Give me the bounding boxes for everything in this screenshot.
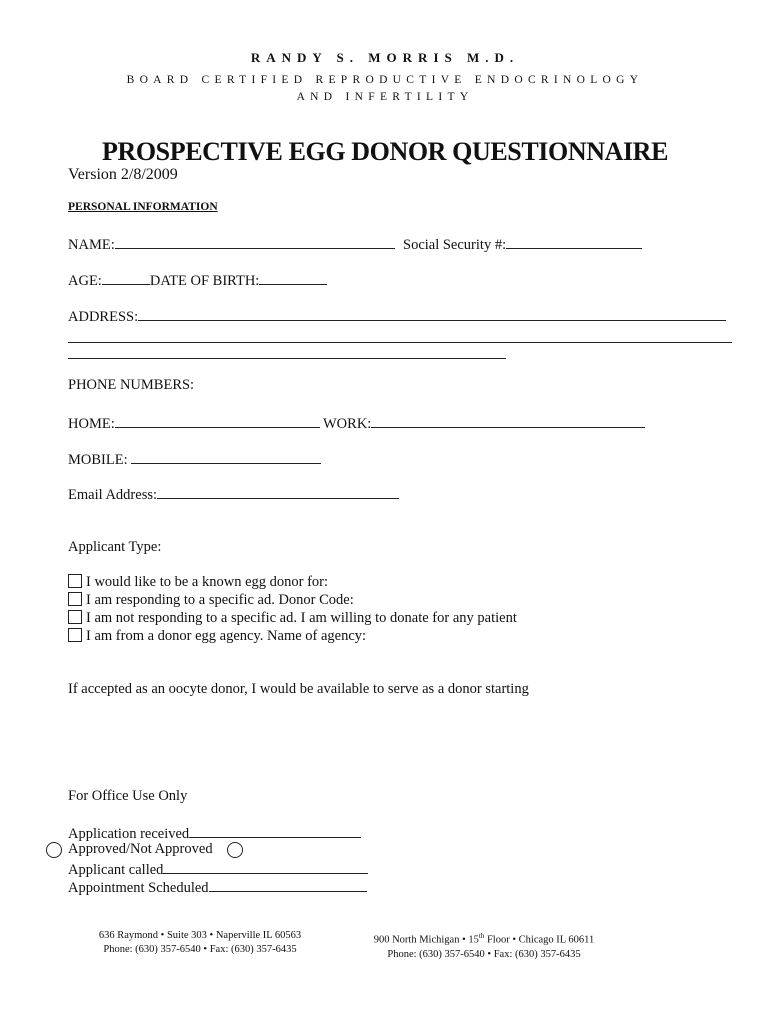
applicant-called-row [68,859,368,879]
agency-text: I am from a donor egg agency. Name of agency: [86,628,367,644]
email-row [68,484,399,504]
applicant-called-label: Applicant called [68,862,164,878]
approved-radio[interactable] [46,842,62,858]
address-label: ADDRESS: [68,309,139,325]
age-label: AGE: [68,273,102,289]
ssn-field[interactable] [506,234,642,249]
address-row [68,306,726,326]
known-donor-checkbox[interactable] [68,574,82,588]
dob-label: DATE OF BIRTH: [149,273,260,289]
email-field[interactable] [157,484,399,499]
any-patient-checkbox[interactable] [68,610,82,624]
application-received-label: Application received [68,826,190,842]
chicago-address-part-1: 900 North Michigan • 15 [373,934,479,946]
doctor-name: RANDY S. MORRIS M.D. [250,50,520,65]
name-field[interactable] [115,234,395,249]
work-label: WORK: [323,416,372,432]
chicago-address-floor-suffix: th [478,932,485,940]
address-field-line-3[interactable] [68,344,506,359]
application-received-row [68,823,361,843]
version-label: Version 2/8/2009 [68,166,178,183]
footer-chicago-office [354,929,614,962]
home-phone-row [68,413,320,433]
applicant-option-any-patient [68,610,517,627]
letterhead-subtitle-2: AND INFERTILITY [296,91,474,103]
ssn-row [403,234,642,254]
name-label: NAME: [68,237,115,253]
letterhead-subtitle-1: BOARD CERTIFIED REPRODUCTIVE ENDOCRINOLOGY [126,74,644,86]
address-field-line-2[interactable] [68,328,732,343]
footer-naperville-office [80,929,320,957]
home-label: HOME: [68,416,115,432]
appointment-scheduled-label: Appointment Scheduled [68,880,209,896]
email-label: Email Address: [68,487,158,503]
availability-statement: If accepted as an oocyte donor, I would be available to serve as a donor starting [68,681,529,697]
applicant-option-known-donor [68,574,328,591]
agency-checkbox[interactable] [68,628,82,642]
application-received-field[interactable] [189,823,361,838]
dob-field[interactable] [259,270,327,285]
applicant-option-specific-ad [68,592,354,609]
age-field[interactable] [102,270,150,285]
appointment-scheduled-row [68,877,367,897]
mobile-label: MOBILE: [68,452,128,468]
mobile-row [68,449,321,469]
section-heading-personal: PERSONAL INFORMATION [68,201,218,213]
mobile-field[interactable] [131,449,321,464]
known-donor-text: I would like to be a known egg donor for: [86,574,329,590]
applicant-type-label: Applicant Type: [68,539,162,555]
appointment-scheduled-field[interactable] [209,877,367,892]
name-row [68,234,395,254]
specific-ad-text: I am responding to a specific ad. Donor Code: [86,592,354,608]
naperville-address: 636 Raymond • Suite 303 • Naperville IL 60563 [98,930,302,941]
document-title: PROSPECTIVE EGG DONOR QUESTIONNAIRE [101,137,669,166]
home-phone-field[interactable] [115,413,320,428]
not-approved-radio[interactable] [227,842,243,858]
any-patient-text: I am not responding to a specific ad. I am willing to donate for any patient [86,610,517,626]
applicant-called-field[interactable] [163,859,368,874]
office-use-heading: For Office Use Only [68,788,188,804]
address-field-line-1[interactable] [138,306,726,321]
chicago-address-part-2: Floor • Chicago IL 60611 [484,934,595,946]
chicago-address [354,929,614,948]
approved-label: Approved/Not Approved [68,841,213,857]
chicago-phone: Phone: (630) 357-6540 • Fax: (630) 357-6435 [387,948,581,960]
naperville-phone: Phone: (630) 357-6540 • Fax: (630) 357-6435 [103,944,297,955]
ssn-label: Social Security #: [403,237,507,253]
work-phone-field[interactable] [371,413,645,428]
specific-ad-checkbox[interactable] [68,592,82,606]
phone-numbers-label: PHONE NUMBERS: [68,377,195,393]
applicant-option-agency [68,628,366,645]
age-dob-row [68,270,327,290]
work-phone-row [323,413,645,433]
